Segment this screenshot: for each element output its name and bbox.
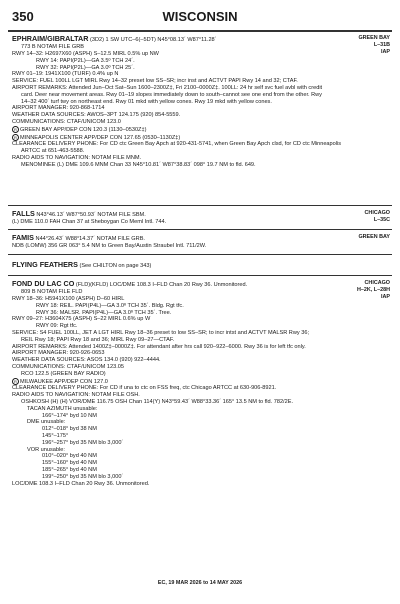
communications-line: COMMUNICATIONS: CTAF/UNICOM 123.0 [12,118,121,125]
airport-location: 1 SW UTC–6(–5DT) N45°08.13´ W87°11.28´ [105,37,217,43]
service-line: SERVICE: FUEL 100LL LGT MIRL Rwy 14–32 preset low SS–SR; incr inst and ACTVT PAPI Rwy 14 and 32; CTAF. [12,78,298,85]
weather-line: WEATHER DATA SOURCES: AWOS–3PT 124.175 (920) 854-5559. [12,112,181,119]
radio-aids-line: RADIO AIDS TO NAVIGATION: NOTAM FILE MNM. [12,154,142,161]
rco-line: RCO 122.5 (GREEN BAY RADIO) [21,370,106,377]
iap-label: IAP [381,49,390,55]
radar-circle-icon: R [12,126,19,133]
page-header [0,0,400,30]
unusable-range: 196°–257° byd 35 NM blo 3,000´ [42,439,124,446]
entry-divider [8,254,392,255]
navaid-line: OSHKOSH (H) (H) VOR/DME 116.75 OSH Chan 114(Y) N43°59.43´ W88°33.36´ 165° 13.5 NM to fld. 782/2E. [21,398,294,405]
unusable-range: 145°–175° [42,432,69,439]
runway-line: RWY 09–27: H3604X75 (ASPH) S–22 MIRL 0.6% up W [12,316,151,323]
unusable-header: VOR unusable: [27,446,65,453]
communications-line: COMMUNICATIONS: CTAF/UNICOM 123.05 [12,363,124,370]
approach-control-line: R GREEN BAY APP/DEP CON 120.3 (1130–0530Z‡) [12,126,390,134]
clearance-line: CLEARANCE DELIVERY PHONE: For CD ctc Green Bay Apch at 920-431-5741, when Green Bay Apch clsd, for CD ctc Minneapolis [12,141,342,148]
navaid-location: N44°26.43´ W88°14.37´ NOTAM FILE GRB. [35,236,145,242]
entry-divider [8,229,392,230]
cross-reference-link[interactable]: (See CHILTON on page 343) [79,263,152,269]
header-rule [8,30,392,32]
remarks-line: AIRPORT REMARKS: Attended 1400Z‡–0000Z‡. For attendant after hrs call 920–922–6000. Rwy 36 is for left tfc only. [12,343,306,350]
unusable-range: 155°–160° byd 40 NM [42,460,97,467]
elevation-line: 773 B NOTAM FILE GRB [21,44,84,51]
manager-line: AIRPORT MANAGER: 920-926-0653 [12,350,105,357]
runway-end-line: RWY 09: Rgt tfc. [36,323,78,330]
sectional-label: GREEN BAY [358,35,390,41]
runway-end-line: RWY 36: MALSR. PAPI(P4L)—GA 3.0º TCH 35´. Tree. [36,309,172,316]
unusable-range: 166°–174° byd 10 NM [42,412,97,419]
chart-ref-label: L–35C [373,217,390,223]
navaid-line: NDB (LOMW) 356 GR 063° 5.4 NM to Green Bay/Austin Straubel Intl. 711/2W. [12,243,207,250]
sectional-label: GREEN BAY [358,234,390,240]
radio-aids-line: RADIO AIDS TO NAVIGATION: NOTAM FILE OSH. [12,392,140,399]
weather-line: WEATHER DATA SOURCES: ASOS 134.0 (920) 922–4444. [12,357,161,364]
clearance-line: CLEARANCE DELIVERY PHONE: For CD if una to ctc on FSS freq, ctc Chicago ARTCC at 630-906-8921. [12,385,277,392]
runway-end-line: RWY 32: PAPI(P2L)—GA 3.0º TCH 25´. [36,64,135,71]
unusable-header: TACAN AZIMUTH unusable: [27,405,98,412]
airport-ident: (FLD)(KFLD) [75,282,109,288]
airport-name: FOND DU LAC CO [12,279,75,288]
airport-ident: (3D2) [89,37,104,43]
unusable-range: 199°–250° byd 35 NM blo 3,000´ [42,473,124,480]
unusable-range: 012°–018° byd 38 NM [42,426,97,433]
sectional-label: CHICAGO [364,280,390,286]
unusable-range: 185°–265° byd 40 NM [42,466,97,473]
airport-entry-ephraim [12,35,390,169]
approach-control-line: R MILWAUKEE APP/DEP CON 127.0 [12,378,390,386]
airport-entry-fond-du-lac [12,280,390,487]
runway-line: RWY 14–32: H2697X60 (ASPH) S–12.5 MIRL 0.5% up NW [12,51,159,57]
service-line: SERVICE: S4 FUEL 100LL, JET A LGT HIRL Rwy 18–36 preset to low SS–SR; to incr intst and ACTVT MALSR Rwy 36; [12,329,310,336]
cross-reference-entry [12,261,390,270]
chart-ref-label: L–31B [373,42,390,48]
navaid-name: FALLS [12,209,35,218]
unusable-range: 010°–020° byd 40 NM [42,453,97,460]
localizer-line: LOC/DME 108.3 I–FLD Chan 20 Rwy 36. Unmonitored. [12,480,150,487]
runway-line: RWY 01–19: 1941X100 (TURF) 0.4% up N [12,71,119,78]
airport-name: EPHRAIM/GIBRALTAR [12,34,89,43]
navaid-entry-famis [12,234,390,250]
navaid-line: MENOMINEE (L) DME 109.6 MNM Chan 33 N45°10.81´ W87°38.83´ 098° 19.7 NM to fld. 649. [21,161,256,168]
clearance-line: ARTCC at 651-463-5588. [21,148,85,155]
chart-ref-label: H–2K, L–28H [357,287,390,293]
radar-circle-icon: R [12,134,19,141]
entry-divider [8,205,392,206]
entry-divider [8,275,392,276]
navaid-name: FAMIS [12,233,34,242]
unusable-header: DME unusable: [27,419,66,426]
manager-line: AIRPORT MANAGER: 920-868-1714 [12,105,105,112]
cross-reference-title: FLYING FEATHERS [12,260,78,269]
effective-dates-footer: EC, 19 MAR 2026 to 14 MAY 2026 [157,580,243,586]
state-title: WISCONSIN [162,9,238,24]
airport-location: LOC/DME 108.3 I–FLD Chan 20 Rwy 36. Unmonitored. [109,282,248,288]
remarks-line: card. Deer near movement areas. Rwy 01–19 slopes immediately down to south–cannot see one end from the other. Rwy [21,91,322,98]
navaid-entry-falls [12,210,390,226]
approach-control-line: R MINNEAPOLIS CENTER APP/DEP CON 127.65 (0530–1130Z‡) [12,134,390,142]
runway-end-line: RWY 18: REIL. PAPI(P4L)—GA 3.0º TCH 35´. Bldg. Rgt tfc. [36,302,184,309]
radar-circle-icon: R [12,378,19,385]
service-line: REIL Rwy 18; PAPI Rwy 18 and 36; MIRL Rwy 09–27—CTAF. [21,336,175,343]
elevation-line: 809 B NOTAM FILE FLD [21,289,83,296]
sectional-label: CHICAGO [364,210,390,216]
remarks-line: 14–32 400´ turf twy on northeast end. Rwy 01 mkd with yellow cones. Rwy 19 mkd with yellow cones. [21,98,272,105]
runway-end-line: RWY 14: PAPI(P2L)—GA 3.5º TCH 24´. [36,57,135,64]
page-number: 350 [12,9,34,24]
runway-line: RWY 18–36: H5941X100 (ASPH) D–60 HIRL [12,296,125,302]
iap-label: IAP [381,294,390,300]
navaid-location: N43°46.13´ W87°50.93´ NOTAM FILE SBM. [36,212,146,218]
navaid-line: (L) DME 110.0 FAH Chan 37 at Sheboygan Co Meml Intl. 744. [12,219,167,226]
remarks-line: AIRPORT REMARKS: Attended Jun–Oct Sat–Sun 1600–2300Z‡, Fri 2100–0000Z‡. 100LL: 24 hr self svc fuel avbl with credit [12,84,323,91]
